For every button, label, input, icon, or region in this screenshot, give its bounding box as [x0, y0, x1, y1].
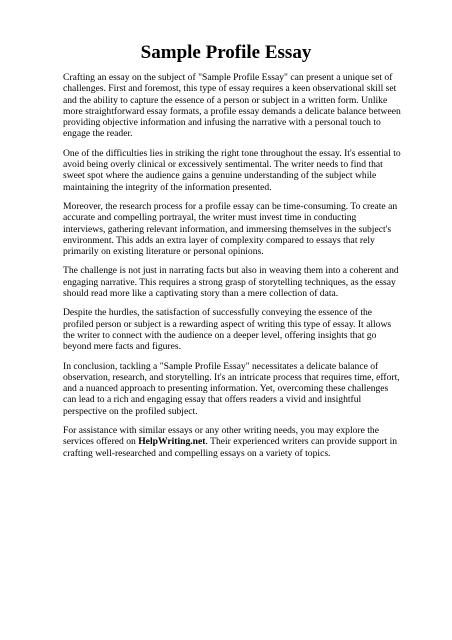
paragraph-intro: Crafting an essay on the subject of "Sample Profile Essay" can present a unique set of challenges. First and foremost, this type of essay requires a keen observational skill set and the ability to capture the essence of a person or subject in a written form. Unlike more straightforward essay formats, a profile essay demands a delicate balance between providing objective information and infusing the narrative with a personal touch to engage the reader.: [63, 72, 401, 140]
paragraph-satisfaction: Despite the hurdles, the satisfaction of successfully conveying the essence of the profiled person or subject is a rewarding aspect of writing this type of essay. It allows the writer to connect with the audience on a deeper level, offering insights that go beyond mere facts and figures.: [63, 307, 392, 353]
paragraph-narrative: The challenge is not just in narrating facts but also in weaving them into a coherent and engaging narrative. This requires a strong grasp of storytelling techniques, as the essay should read more like a captivating story than a mere collection of data.: [63, 265, 399, 300]
document-body: [63, 72, 401, 467]
paragraph-closing: [63, 425, 401, 459]
closing-text-after: . Their experienced writers can provide support in crafting well-researched and compelling essays on a variety of topics.: [63, 436, 398, 459]
paragraph-tone: One of the difficulties lies in striking the right tone throughout the essay. It's essential to avoid being overly clinical or excessively sentimental. The writer needs to find that sweet spot where the audience gains a genuine understanding of the subject while maintaining the integrity of the information presented.: [63, 147, 401, 193]
document-title: Sample Profile Essay: [140, 42, 312, 63]
paragraph-research: Moreover, the research process for a profile essay can be time-consuming. To create an accurate and compelling portrayal, the writer must invest time in conducting interviews, gathering relevant information, and immersing themselves in the subject's environment. This adds an extra layer of complexity compared to essays that rely primarily on existing literature or personal opinions.: [63, 200, 398, 258]
paragraph-conclusion: In conclusion, tackling a "Sample Profile Essay" necessitates a delicate balance of observation, research, and storytelling. It's an intricate process that requires time, effort, and a nuanced approach to presenting information. Yet, overcoming these challenges can lead to a rich and engaging essay that offers readers a vivid and insightful perspective on the profiled subject.: [63, 360, 400, 417]
closing-text-before: For assistance with similar essays or any other writing needs, you may explore the services offered on: [63, 425, 379, 448]
helpwriting-link[interactable]: HelpWriting.net: [138, 436, 206, 448]
